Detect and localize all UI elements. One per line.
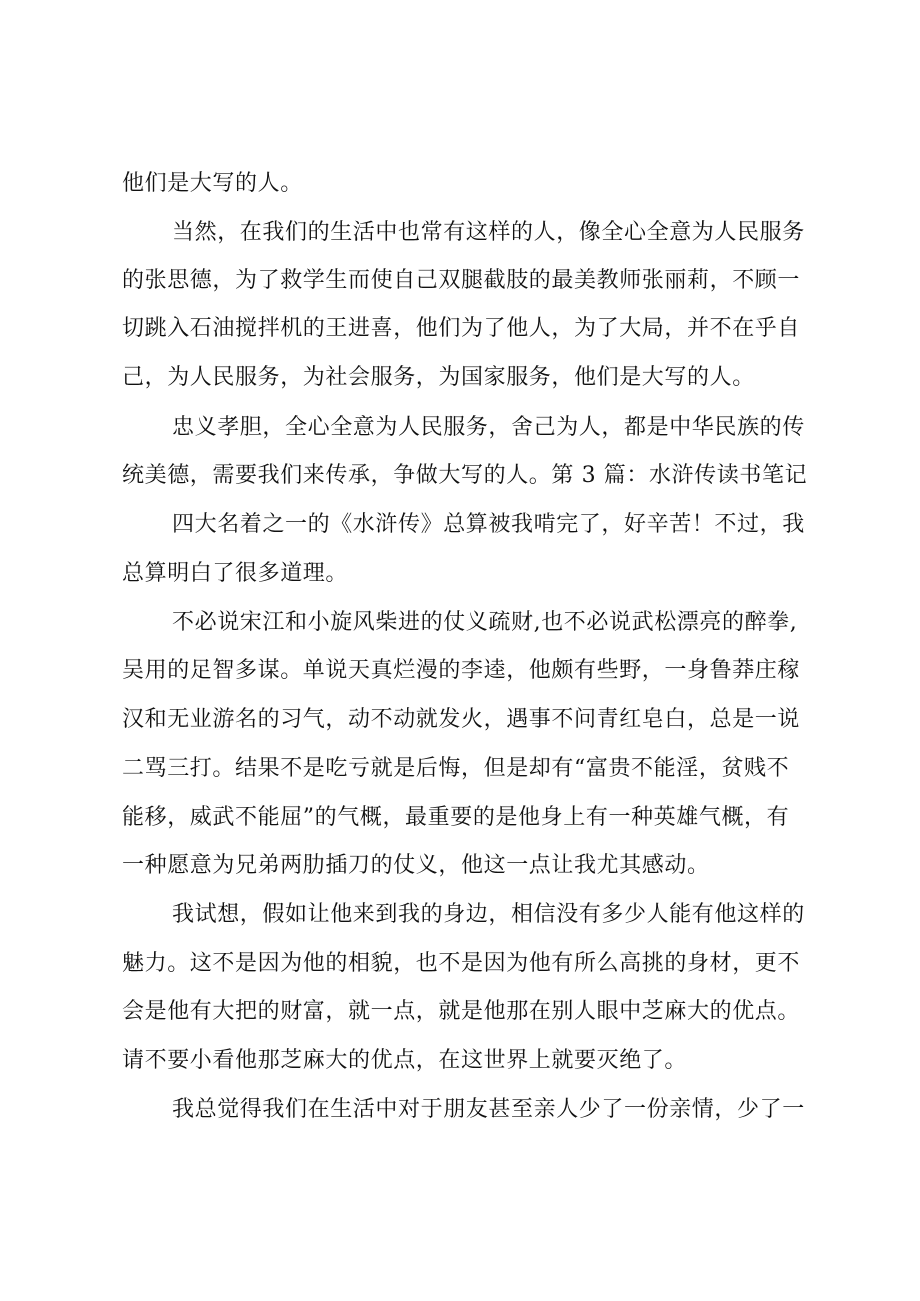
text-line: 切跳入石油搅拌机的王进喜，他们为了他人，为了大局，并不在乎自: [122, 316, 801, 341]
text-line: 汉和无业游名的习气，动不动就发火，遇事不问青红皂白，总是一说: [122, 707, 801, 732]
text-line: 的张思德，为了救学生而使自己双腿截肢的最美教师张丽莉，不顾一: [122, 268, 801, 293]
text-line: 我试想，假如让他来到我的身边，相信没有多少人能有他这样的: [172, 902, 805, 927]
text-line: 魅力。这不是因为他的相貌，也不是因为他有所么高挑的身材，更不: [122, 951, 801, 976]
text-line: 己，为人民服务，为社会服务，为国家服务，他们是大写的人。: [122, 365, 755, 390]
text-line: 会是他有大把的财富，就一点，就是他那在别人眼中芝麻大的优点。: [122, 999, 801, 1024]
text-line: 他们是大写的人。: [122, 171, 303, 196]
text-line: 我总觉得我们在生活中对于朋友甚至亲人少了一份亲情，少了一: [172, 1097, 805, 1122]
text-line: 二骂三打。结果不是吃亏就是后悔，但是却有“富贵不能淫，贫贱不: [122, 756, 790, 781]
text-line: 不必说宋江和小旋风柴进的仗义疏财,也不必说武松漂亮的醉拳,: [172, 610, 798, 635]
text-line: 当然，在我们的生活中也常有这样的人，像全心全意为人民服务: [172, 220, 805, 245]
text-line: 四大名着之一的《水浒传》总算被我啃完了，好辛苦！不过，我: [172, 512, 805, 537]
text-line: 统美德，需要我们来传承，争做大写的人。第 3 篇：水浒传读书笔记: [122, 463, 808, 488]
text-line: 一种愿意为兄弟两肋插刀的仗义，他这一点让我尤其感动。: [122, 853, 710, 878]
text-line: 忠义孝胆，全心全意为人民服务，舍己为人，都是中华民族的传: [172, 415, 805, 440]
text-line: 请不要小看他那芝麻大的优点，在这世界上就要灭绝了。: [122, 1048, 688, 1073]
text-line: 总算明白了很多道理。: [122, 561, 349, 586]
text-line: 吴用的足智多谋。单说天真烂漫的李逵，他颇有些野，一身鲁莽庄稼: [122, 658, 801, 683]
text-line: 能移，威武不能屈”的气概，最重要的是他身上有一种英雄气概，有: [122, 805, 790, 830]
